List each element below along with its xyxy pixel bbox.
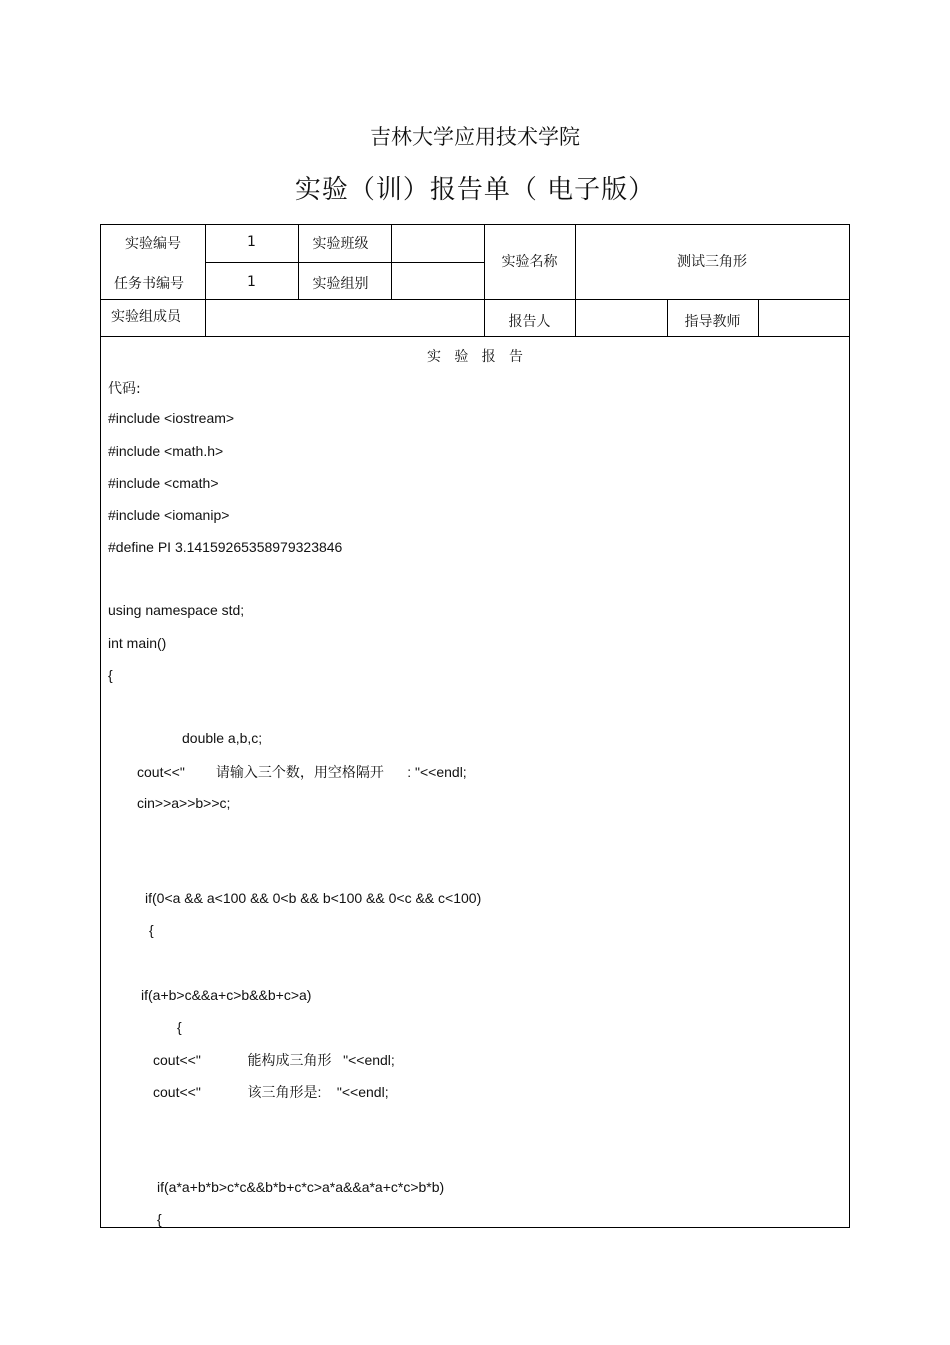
row-divider	[101, 336, 849, 337]
code-line: cout<<" 能构成三角形 "<<endl;	[153, 1052, 395, 1068]
school-title: 吉林大学应用技术学院	[370, 125, 580, 149]
code-line: {	[177, 1019, 182, 1035]
task-no-value: 1	[247, 274, 256, 290]
code-line: if(a+b>c&&a+c>b&&b+c>a)	[141, 987, 312, 1003]
exp-name-label: 实验名称	[501, 254, 558, 270]
report-sheet	[100, 224, 850, 1228]
teacher-label: 指导教师	[684, 314, 741, 330]
code-line: double a,b,c;	[182, 730, 263, 746]
code-line: #include <math.h>	[108, 443, 224, 459]
form-title: 实验（训）报告单（ 电子版）	[294, 175, 656, 205]
code-line: #define PI 3.14159265358979323846	[108, 539, 343, 555]
code-label: 代码:	[108, 381, 141, 397]
col-divider	[758, 299, 759, 336]
code-line: #include <cmath>	[108, 475, 219, 491]
code-line: #include <iomanip>	[108, 507, 230, 523]
code-line: {	[149, 922, 154, 938]
row-divider	[101, 299, 849, 300]
code-line: #include <iostream>	[108, 410, 235, 426]
code-line: {	[157, 1211, 162, 1227]
exp-no-value: 1	[247, 234, 256, 250]
group-label: 实验组别	[312, 276, 369, 292]
report-heading: 实 验 报 告	[426, 349, 524, 365]
code-line: cout<<" 请输入三个数，用空格隔开 : "<<endl;	[137, 764, 467, 780]
code-line: {	[108, 667, 113, 683]
reporter-label: 报告人	[508, 314, 551, 330]
row-divider	[205, 262, 484, 263]
code-line: if(0<a && a<100 && 0<b && b<100 && 0<c && c<100)	[145, 890, 482, 906]
exp-name-value: 测试三角形	[677, 254, 747, 270]
task-no-label: 任务书编号	[114, 276, 184, 292]
exp-no-label: 实验编号	[125, 236, 181, 252]
code-line: using namespace std;	[108, 602, 245, 618]
code-line: cout<<" 该三角形是: "<<endl;	[153, 1084, 389, 1100]
code-line: cin>>a>>b>>c;	[137, 795, 231, 811]
col-divider	[575, 225, 576, 336]
code-line: int main()	[108, 635, 167, 651]
class-label: 实验班级	[312, 236, 369, 252]
members-label: 实验组成员	[111, 309, 181, 325]
code-line: if(a*a+b*b>c*c&&b*b+c*c>a*a&&a*a+c*c>b*b)	[157, 1179, 445, 1195]
col-divider	[391, 225, 392, 299]
